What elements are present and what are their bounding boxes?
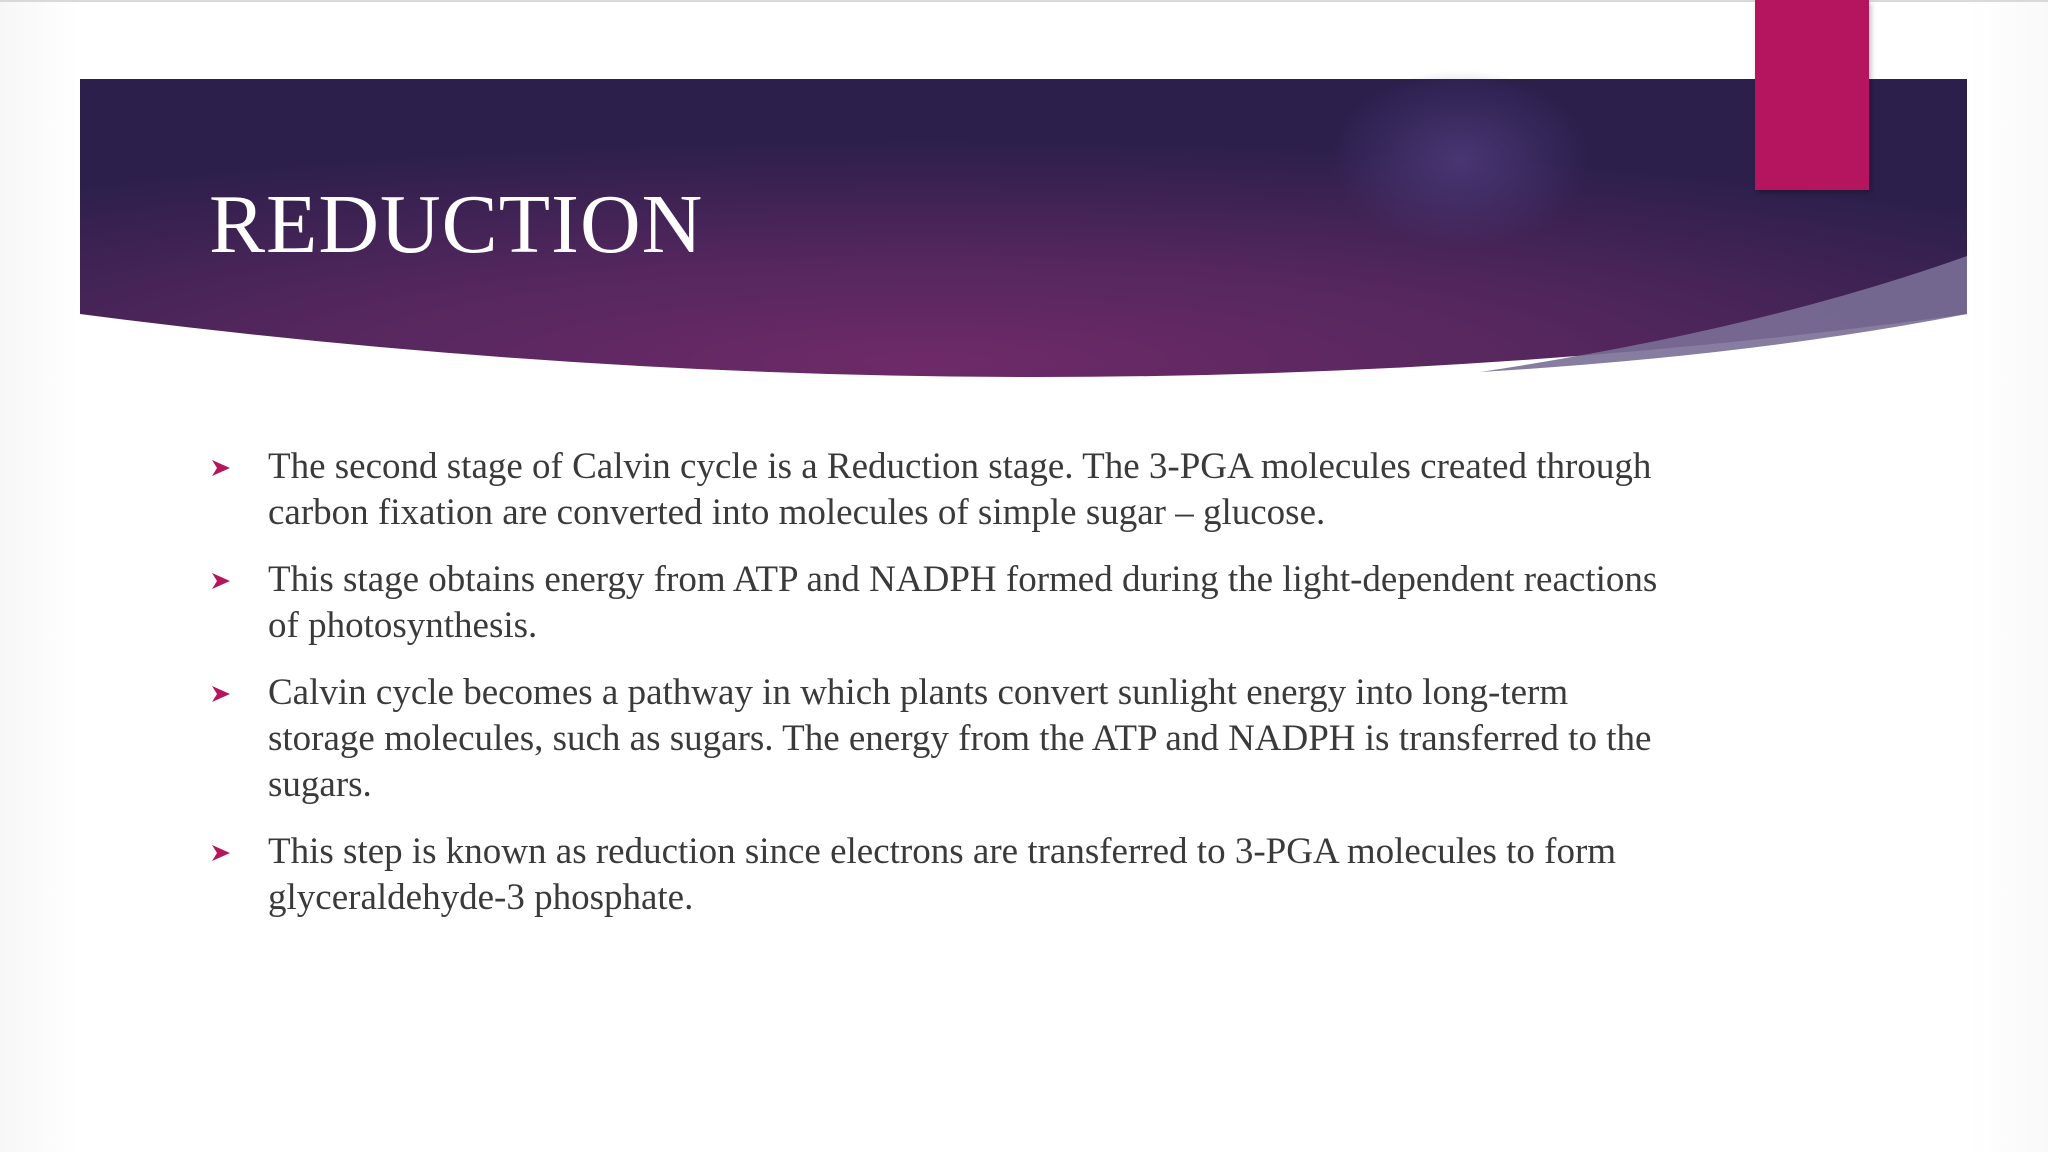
arrowhead-bullet-icon xyxy=(211,844,231,862)
arrowhead-bullet-icon xyxy=(211,685,231,703)
bullet-item-4 xyxy=(208,829,1668,921)
arrowhead-bullet-icon xyxy=(211,459,231,477)
bullet-item-3 xyxy=(208,670,1668,808)
bullet-item-1 xyxy=(208,444,1668,536)
bullet-text-4: This step is known as reduction since electrons are transferred to 3-PGA molecules to form glyceraldehyde-3 phosphate. xyxy=(268,831,1617,918)
accent-tab xyxy=(1755,0,1869,190)
content-area xyxy=(208,444,1668,942)
slide-title: REDUCTION xyxy=(209,178,704,271)
bullet-text-3: Calvin cycle becomes a pathway in which plants convert sunlight energy into long-term storage molecules, such as sugars. The energy from the ATP and NADPH is transferred to the sugars. xyxy=(268,672,1652,805)
arrowhead-bullet-icon xyxy=(211,572,231,590)
bullet-text-2: This stage obtains energy from ATP and NADPH formed during the light-dependent reactions of photosynthesis. xyxy=(268,559,1658,646)
bullet-text-1: The second stage of Calvin cycle is a Reduction stage. The 3-PGA molecules created through carbon fixation are converted into molecules of simple sugar – glucose. xyxy=(268,446,1652,533)
bullet-list xyxy=(208,444,1668,921)
bullet-item-2 xyxy=(208,557,1668,649)
